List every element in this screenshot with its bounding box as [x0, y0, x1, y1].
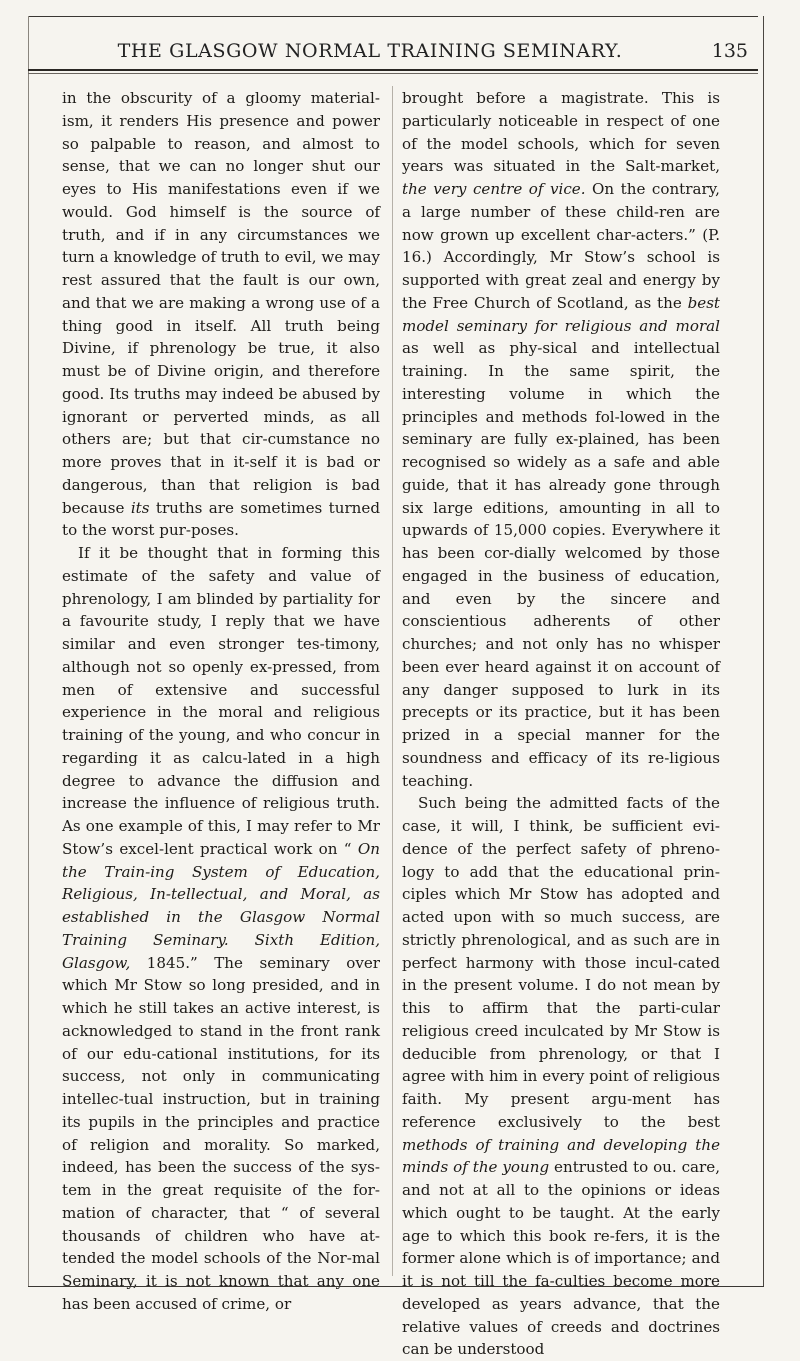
- top-border-rule: [28, 16, 758, 17]
- book-title-citation: On the Train-ing System of Education, Religious, In-tellectual, and Moral, as established in the Glasgow Normal Training Seminary. Sixth Edition, Glasgow,: [62, 839, 380, 972]
- right-paragraph-1: brought before a magistrate. This is particularly noticeable in respect of one of the model schools, which for seven years was situated in the Salt-market, the very centre of vice. On the contrary, a large number of these child-ren are now grown up excellent char-acters.” (P. 16.) Accordingly, Mr Stow’s school is supported with great zeal and energy by the Free Church of Scotland, as the best model seminary for religious and moral as well as phy-sical and intellectual training. In the same spirit, the interesting volume in which the principles and methods fol-lowed in the seminary are fully ex-plained, has been recognised so widely as a safe and able guide, that it has already gone through six large editions, amounting in all to upwards of 15,000 copies. Everywhere it has been cor-dially welcomed by those engaged in the business of education, and even by the sincere and conscientious adherents of other churches; and not only has no whisper been ever heard against it on account of any danger supposed to lurk in its precepts or its practice, but it has been prized in a special manner for the soundness and efficacy of its re-ligious teaching.: [402, 89, 720, 790]
- bottom-border-rule: [28, 1286, 764, 1287]
- header-rule: [28, 69, 758, 71]
- left-paragraph-2: If it be thought that in forming this estimate of the safety and value of phrenology, I am blinded by partiality for a favourite study, I reply that we have similar and even stronger tes-timony, although not so openly ex-pressed, from men of extensive and successful experience in the moral and religious training of the young, and who concur in regarding it as calcu-lated in a high degree to advance the diffusion and increase the influence of religious truth. As one example of this, I may refer to Mr Stow’s excel-lent practical work on “ On the Train-ing System of Education, Religious, In-tellectual, and Moral, as established in the Glasgow Normal Training Seminary. Sixth Edition, Glasgow, 1845.” The seminary over which Mr Stow so long presided, and in which he still takes an active interest, is acknowledged to stand in the front rank of our edu-cational institutions, for its success, not only in communicating intellec-tual instruction, but in training its pupils in the principles and practice of religion and morality. So marked, indeed, has been the success of the sys-tem in the great requisite of the for-mation of character, that “ of several thousands of children who have at-tended the model schools of the Nor-mal Seminary, it is not known that any one has been accused of crime, or: [62, 544, 380, 1313]
- left-page-edge: [28, 16, 29, 1286]
- right-column: [402, 87, 720, 1361]
- left-column: [62, 87, 380, 1316]
- right-page-edge: [763, 16, 764, 1286]
- header-rule-thin: [28, 73, 758, 74]
- right-paragraph-2: Such being the admitted facts of the case, it will, I think, be sufficient evi-dence of the perfect safety of phreno-logy to add that the educational prin-ciples which Mr Stow has adopted and acted upon with so much success, are strictly phrenological, and as such are in perfect harmony with those incul-cated in the present volume. I do not mean by this to affirm that the parti-cular religious creed inculcated by Mr Stow is deducible from phrenology, or that I agree with him in every point of religious faith. My present argu-ment has reference exclusively to the best methods of training and developing the minds of the young entrusted to ou. care, and not at all to the opinions or ideas which ought to be taught. At the early age to which this book re-fers, it is the former alone which is of importance; and it is not till the fa-culties become more developed as years advance, that the relative values of creeds and doctrines can be understood: [402, 794, 720, 1359]
- page-number: 135: [711, 40, 748, 62]
- left-paragraph-1: in the obscurity of a gloomy material-ism, it renders His presence and power so palpable to reason, and almost to sense, that we can no longer shut our eyes to His manifestations even if we would. God himself is the source of truth, and if in any circumstances we turn a knowledge of truth to evil, we may rest assured that the fault is our own, and that we are making a wrong use of a thing good in itself. All truth being Divine, if phrenology be true, it also must be of Divine origin, and therefore good. Its truths may indeed be abused by ignorant or perverted minds, as all others are; but that cir-cumstance no more proves that in it-self it is bad or dangerous, than that religion is bad because its truths are sometimes turned to the worst pur-poses.: [62, 89, 380, 540]
- column-divider: [392, 86, 393, 1276]
- running-title: THE GLASGOW NORMAL TRAINING SEMINARY.: [117, 40, 623, 62]
